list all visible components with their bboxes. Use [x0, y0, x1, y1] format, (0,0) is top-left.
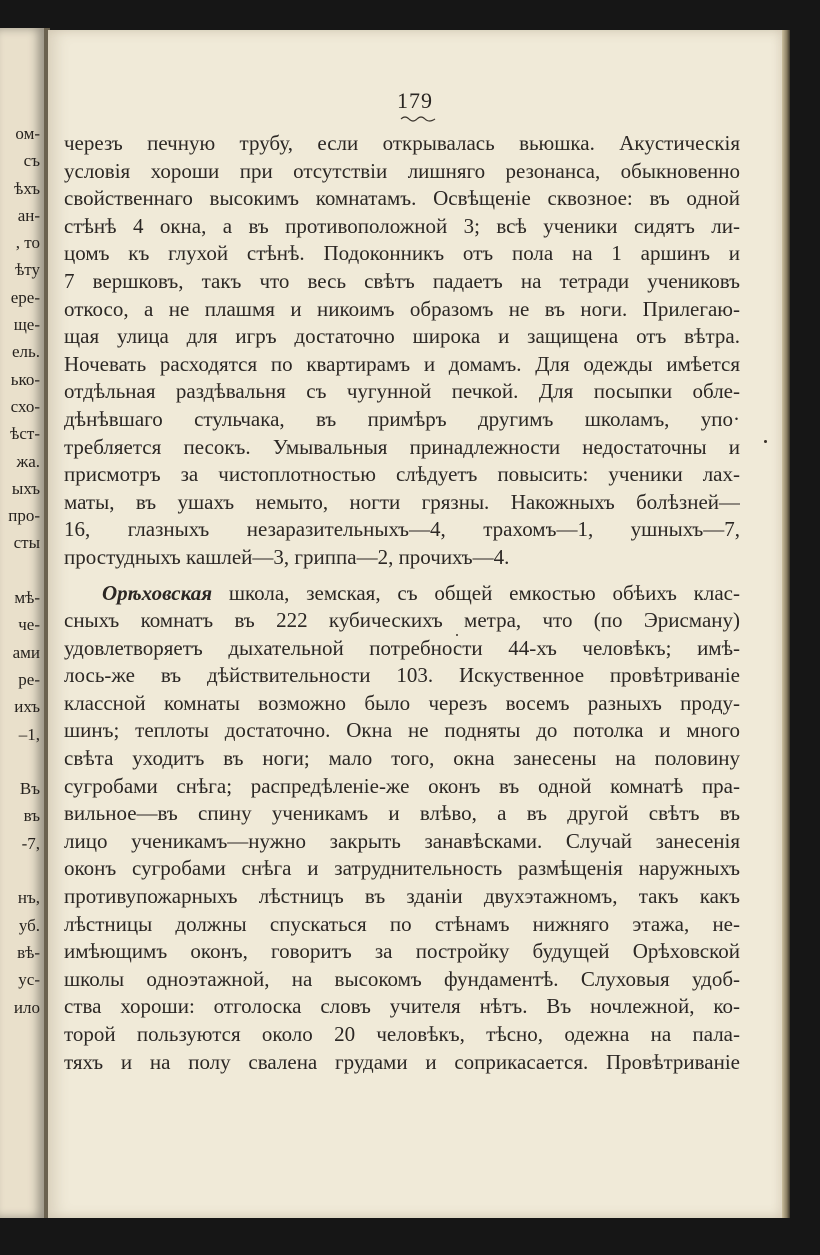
text-line: дѣнѣвшаго стульчака, въ примѣръ другимъ школамъ, упо· [64, 406, 740, 431]
text-line: отдѣльная раздѣвальня съ чугунной печкой. Для посыпки обле- [64, 379, 740, 404]
text-line: условія хороши при отсутствіи лишняго резонанса, обыкновенно [64, 158, 740, 183]
left-page-fragment: сты [13, 533, 40, 553]
text-line: цомъ къ глухой стѣнѣ. Подоконникъ отъ пола на 1 аршинъ и [64, 241, 740, 266]
paragraph-2-first-line-rest: школа, земская, съ общей емкостью обѣихъ клас- [212, 580, 740, 605]
left-page-fragment: ере- [10, 287, 40, 307]
text-line: сугробами снѣга; распредѣленіе-же оконъ въ одной комнатѣ пра- [64, 773, 740, 798]
school-name-emphasis: Орѣховская [102, 580, 213, 605]
text-line: стѣнѣ 4 окна, а въ противоположной 3; всѣ ученики сидятъ ли- [64, 213, 740, 238]
left-page-fragment: –1, [18, 724, 40, 744]
text-line: присмотръ за чистоплотностью слѣдуетъ повысить: ученики лах- [64, 462, 740, 487]
paper-speck [764, 440, 767, 443]
left-page-fragment: Въ [19, 779, 40, 799]
left-page-fragment: -7, [21, 833, 40, 853]
page-edge [782, 30, 790, 1218]
left-page-fragment: ом- [15, 124, 40, 143]
text-line: школы одноэтажной, на высокомъ фундаментѣ. Слуховыя удоб- [64, 966, 740, 991]
left-page-fragment: ан- [17, 205, 40, 225]
left-page-text-fragments [8, 120, 40, 1021]
left-page-fragment [8, 748, 40, 775]
adjacent-left-page [0, 28, 44, 1218]
paper-speck [456, 634, 458, 636]
page-number: 179 [397, 88, 433, 113]
text-line: щая улица для игръ достаточно широка и защищена отъ вѣтра. [64, 324, 740, 349]
text-line: Ночевать расходятся по квартирамъ и домамъ. Для одежды имѣется [64, 351, 740, 376]
text-line: лѣстницы должны спускаться по стѣнамъ нижняго этажа, не- [64, 911, 740, 936]
text-line: простудныхъ кашлей—3, гриппа—2, прочихъ—4. [64, 544, 510, 569]
text-line: черезъ печную трубу, если открывалась вьюшка. Акустическія [64, 131, 740, 155]
text-line: имѣющимъ оконъ, говоритъ за постройку будущей Орѣховской [64, 939, 740, 964]
text-line: оконъ сугробами снѣга и затруднительность размѣщенія наружныхъ [64, 856, 740, 881]
text-line: маты, въ ушахъ немыто, ногти грязны. Накожныхъ болѣзней— [64, 489, 740, 514]
left-page-fragment [8, 557, 40, 584]
text-line: удовлетворяетъ дыхательной потребности 44-хъ человѣкъ; имѣ- [64, 635, 740, 660]
left-page-fragment [8, 857, 40, 884]
left-page-fragment: жа. [16, 451, 40, 471]
paragraph-2 [64, 580, 740, 1077]
left-page-fragment: мѣ- [14, 588, 40, 608]
text-line: свойственнаго высокимъ комнатамъ. Освѣщеніе сквозное: въ одной [64, 186, 740, 211]
left-page-fragment: въ [23, 806, 40, 826]
left-page-fragment: ель. [11, 342, 40, 362]
text-line: классной комнаты возможно было черезъ восемъ разныхъ проду- [64, 690, 740, 715]
text-line: вильное—въ спину ученикамъ и влѣво, а въ другой свѣтъ въ [64, 801, 740, 826]
text-line: требляется песокъ. Умывальныя принадлежности недостаточны и [64, 434, 740, 459]
text-line: ства хороши: отголоска словъ учителя нѣтъ. Въ ночлежной, ко- [64, 994, 740, 1019]
left-page-fragment: ько- [10, 369, 40, 389]
left-page-fragment: ус- [18, 970, 40, 990]
text-line: лицо ученикамъ—нужно закрыть занавѣсками. Случай занесенія [64, 828, 740, 853]
left-page-fragment: ѣхъ [14, 178, 40, 198]
left-page-fragment: ще- [13, 315, 40, 335]
left-page-fragment: ами [12, 642, 40, 662]
text-line: тяхъ и на полу свалена грудами и соприкасается. Провѣтриваніе [64, 1049, 740, 1074]
text-line: лось-же въ дѣйствительности 103. Искуственное провѣтриваніе [64, 663, 740, 688]
left-page-fragment: ихъ [14, 697, 40, 717]
left-page-fragment: ре- [18, 669, 40, 689]
left-page-fragment: схо- [10, 396, 40, 416]
left-page-fragment: , то [15, 233, 40, 253]
left-page-fragment: ыхъ [11, 478, 40, 498]
text-line: свѣта уходитъ въ ноги; мало того, окна занесены на половину [64, 746, 740, 771]
left-page-fragment: ѣст- [10, 424, 40, 444]
text-line: шинъ; теплоты достаточно. Окна не подняты до потолка и много [64, 718, 740, 743]
paragraph-1 [64, 130, 740, 572]
left-page-fragment: съ [23, 151, 40, 171]
left-page-fragment: уб. [18, 915, 40, 935]
page-number-flourish [400, 114, 436, 122]
text-line: откосо, а не плашмя и никоимъ образомъ не въ ноги. Прилегаю- [64, 296, 740, 321]
text-line: 7 вершковъ, такъ что весь свѣтъ падаетъ на тетради учениковъ [64, 268, 740, 293]
text-line: 16, глазныхъ незаразительныхъ—4, трахомъ—1, ушныхъ—7, [64, 517, 740, 542]
left-page-fragment: про- [8, 506, 40, 526]
text-line: противупожарныхъ лѣстницъ въ зданіи двухэтажномъ, такъ какъ [64, 884, 740, 909]
text-line: сныхъ комнатъ въ 222 кубическихъ метра, что (по Эрисману) [64, 608, 740, 633]
paragraph-2-first-line [64, 580, 740, 608]
left-page-fragment: нъ, [17, 888, 40, 908]
page-body-text [64, 130, 740, 1076]
left-page-fragment: че- [18, 615, 40, 635]
text-line: торой пользуются около 20 человѣкъ, тѣсно, одежна на пала- [64, 1022, 740, 1046]
left-page-fragment: вѣ- [17, 942, 40, 962]
book-page [48, 30, 782, 1218]
left-page-fragment: ѣту [15, 260, 40, 280]
left-page-fragment: ило [13, 997, 40, 1017]
